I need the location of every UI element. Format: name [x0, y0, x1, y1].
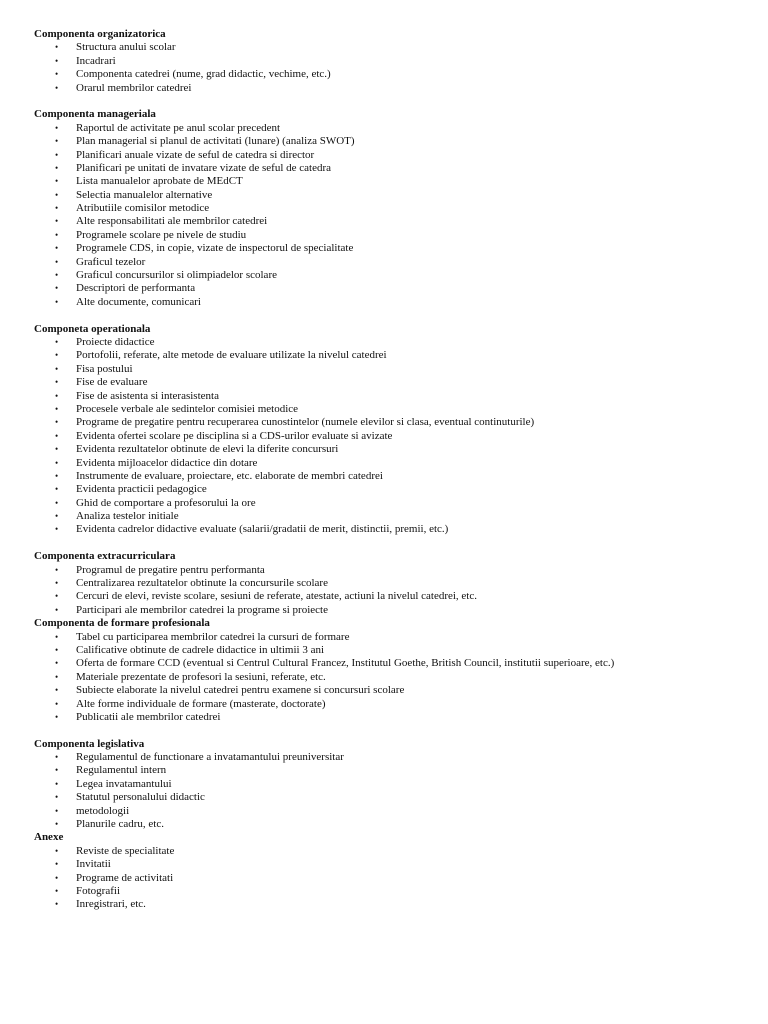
- bullet-icon: •: [55, 819, 59, 830]
- section-title: Componenta legislativa: [34, 737, 145, 750]
- section-title: Componenta organizatorica: [34, 28, 166, 40]
- list-item-text: Analiza testelor initiale: [76, 510, 179, 523]
- list-item-text: Fisa postului: [76, 362, 133, 375]
- list-item-text: Orarul membrilor catedrei: [76, 81, 192, 94]
- bullet-icon: •: [55, 886, 59, 896]
- list-item-text: Publicatii ale membrilor catedrei: [76, 710, 221, 723]
- document-body: [34, 28, 754, 912]
- list-item-text: Alte documente, comunicari: [76, 295, 201, 308]
- list-item-text: Incadrari: [76, 54, 116, 67]
- list-item-text: Fotografii: [76, 885, 120, 897]
- bullet-icon: •: [55, 470, 59, 481]
- list-item-text: Structura anului scolar: [76, 41, 176, 54]
- bullet-icon: •: [55, 872, 59, 883]
- list-item: [34, 242, 754, 255]
- bullet-icon: •: [55, 859, 59, 870]
- bullet-icon: •: [55, 792, 59, 803]
- list-item: [34, 269, 754, 282]
- bullet-icon: •: [55, 122, 59, 133]
- list-item: [34, 510, 754, 523]
- section-spacer: [34, 95, 754, 108]
- list-item: [34, 858, 754, 871]
- list-item: [34, 122, 754, 135]
- section: [34, 738, 754, 832]
- list-item: [34, 483, 754, 496]
- bullet-icon: •: [55, 256, 59, 267]
- bullet-icon: •: [55, 711, 59, 722]
- bullet-icon: •: [55, 778, 59, 789]
- list-item-text: Calificative obtinute de cadrele didactice in ultimii 3 ani: [76, 643, 325, 656]
- bullet-icon: •: [55, 444, 59, 455]
- section-spacer: [34, 724, 754, 737]
- list-item: [34, 135, 754, 148]
- list-item: [34, 149, 754, 162]
- bullet-icon: •: [55, 243, 59, 254]
- list-item: [34, 256, 754, 269]
- list-item: [34, 349, 754, 362]
- list-item-text: Graficul tezelor: [76, 255, 146, 268]
- list-item-text: Procesele verbale ale sedintelor comisiei metodice: [76, 402, 299, 415]
- list-item-text: Cercuri de elevi, reviste scolare, sesiuni de referate, atestate, actiuni la nivelul catedrei, etc.: [76, 590, 478, 603]
- list-item-text: Evidenta practicii pedagogice: [76, 483, 207, 496]
- bullet-list: [34, 845, 754, 912]
- list-item: [34, 631, 754, 644]
- bullet-icon: •: [55, 189, 59, 200]
- bullet-icon: •: [55, 497, 59, 508]
- list-item: [34, 296, 754, 309]
- bullet-icon: •: [55, 42, 59, 53]
- bullet-icon: •: [55, 82, 59, 93]
- list-item: [34, 711, 754, 724]
- list-item-text: Reviste de specialitate: [76, 844, 175, 857]
- list-item-text: Centralizarea rezultatelor obtinute la concursurile scolare: [76, 577, 328, 590]
- list-item: [34, 898, 754, 911]
- section: [34, 28, 754, 108]
- list-item: [34, 202, 754, 215]
- list-item-text: Raportul de activitate pe anul scolar precedent: [76, 121, 281, 134]
- bullet-icon: •: [55, 390, 59, 401]
- bullet-icon: •: [55, 283, 59, 294]
- bullet-icon: •: [55, 430, 59, 441]
- list-item-text: Instrumente de evaluare, proiectare, etc. elaborate de membri catedrei: [76, 469, 383, 482]
- list-item-text: Regulamentul intern: [76, 764, 167, 777]
- list-item: [34, 470, 754, 483]
- section: [34, 617, 754, 738]
- bullet-icon: •: [55, 270, 59, 281]
- list-item: [34, 590, 754, 603]
- list-item: [34, 564, 754, 577]
- bullet-icon: •: [55, 296, 59, 307]
- bullet-icon: •: [55, 644, 59, 655]
- bullet-icon: •: [55, 484, 59, 495]
- list-item: [34, 778, 754, 791]
- list-item-text: Legea invatamantului: [76, 777, 172, 790]
- list-item: [34, 282, 754, 295]
- bullet-icon: •: [55, 350, 59, 361]
- section-title: Anexe: [34, 831, 64, 844]
- list-item-text: Programe de pregatire pentru recuperarea cunostintelor (numele elevilor si clasa, eventual continuturile): [76, 416, 535, 429]
- list-item: [34, 885, 754, 898]
- list-item-text: Fise de asistenta si interasistenta: [76, 389, 219, 402]
- bullet-icon: •: [55, 336, 59, 347]
- list-item: [34, 336, 754, 349]
- bullet-icon: •: [55, 417, 59, 428]
- bullet-icon: •: [55, 457, 59, 468]
- list-item-text: Programe de activitati: [76, 871, 174, 884]
- list-item: [34, 577, 754, 590]
- list-item-text: Planificari anuale vizate de seful de catedra si director: [76, 148, 315, 161]
- list-item: [34, 229, 754, 242]
- bullet-icon: •: [55, 698, 59, 709]
- list-item-text: Inregistrari, etc.: [76, 898, 146, 911]
- section-title: Componenta de formare profesionala: [34, 617, 210, 630]
- bullet-icon: •: [55, 564, 59, 575]
- list-item: [34, 41, 754, 54]
- list-item: [34, 818, 754, 831]
- list-item-text: Componenta catedrei (nume, grad didactic, vechime, etc.): [76, 68, 331, 81]
- list-item: [34, 376, 754, 389]
- bullet-icon: •: [55, 363, 59, 374]
- bullet-icon: •: [55, 578, 59, 589]
- list-item: [34, 684, 754, 697]
- bullet-icon: •: [55, 604, 59, 615]
- list-item-text: Graficul concursurilor si olimpiadelor scolare: [76, 269, 277, 282]
- list-item: [34, 497, 754, 510]
- list-item-text: Programele CDS, in copie, vizate de inspectorul de specialitate: [76, 242, 354, 255]
- bullet-icon: •: [55, 162, 59, 173]
- list-item-text: Programele scolare pe nivele de studiu: [76, 228, 247, 241]
- list-item-text: Tabel cu participarea membrilor catedrei la cursuri de formare: [76, 630, 350, 643]
- list-item: [34, 215, 754, 228]
- section-title: Componenta extracurriculara: [34, 550, 176, 563]
- list-item-text: Alte responsabilitati ale membrilor catedrei: [76, 215, 268, 228]
- bullet-icon: •: [55, 899, 59, 910]
- list-item: [34, 189, 754, 202]
- list-item: [34, 457, 754, 470]
- list-item: [34, 671, 754, 684]
- section-spacer: [34, 309, 754, 322]
- list-item: [34, 175, 754, 188]
- list-item-text: Statutul personalului didactic: [76, 791, 205, 804]
- bullet-list: [34, 564, 754, 618]
- section-title: Componeta operationala: [34, 322, 151, 335]
- section: [34, 108, 754, 322]
- list-item: [34, 416, 754, 429]
- list-item: [34, 805, 754, 818]
- section: [34, 323, 754, 551]
- list-item-text: Programul de pregatire pentru performanta: [76, 563, 265, 576]
- list-item-text: Lista manualelor aprobate de MEdCT: [76, 175, 243, 188]
- list-item-text: Selectia manualelor alternative: [76, 188, 213, 201]
- list-item: [34, 443, 754, 456]
- list-item: [34, 523, 754, 536]
- list-item-text: Fise de evaluare: [76, 376, 148, 389]
- list-item-text: Plan managerial si planul de activitati (lunare) (analiza SWOT): [76, 135, 355, 148]
- bullet-list: [34, 751, 754, 831]
- bullet-icon: •: [55, 377, 59, 388]
- list-item-text: Planificari pe unitati de invatare vizate de seful de catedra: [76, 161, 332, 174]
- list-item-text: Evidenta rezultatelor obtinute de elevi la diferite concursuri: [76, 443, 339, 456]
- bullet-icon: •: [55, 845, 59, 856]
- bullet-list: [34, 41, 754, 95]
- list-item: [34, 430, 754, 443]
- bullet-icon: •: [55, 69, 59, 80]
- list-item-text: Invitatii: [76, 858, 111, 871]
- bullet-icon: •: [55, 765, 59, 776]
- list-item: [34, 162, 754, 175]
- bullet-icon: •: [55, 403, 59, 414]
- list-item: [34, 390, 754, 403]
- list-item: [34, 764, 754, 777]
- list-item-text: Evidenta ofertei scolare pe disciplina si a CDS-urilor evaluate si avizate: [76, 429, 393, 442]
- list-item-text: Portofolii, referate, alte metode de evaluare utilizate la nivelul catedrei: [76, 349, 387, 362]
- list-item-text: Materiale prezentate de profesori la sesiuni, referate, etc.: [76, 670, 326, 683]
- bullet-icon: •: [55, 216, 59, 227]
- list-item: [34, 872, 754, 885]
- bullet-icon: •: [55, 149, 59, 160]
- bullet-icon: •: [55, 805, 59, 816]
- list-item-text: Participari ale membrilor catedrei la programe si proiecte: [76, 603, 328, 616]
- bullet-icon: •: [55, 136, 59, 147]
- bullet-icon: •: [55, 631, 59, 642]
- list-item-text: Proiecte didactice: [76, 335, 155, 348]
- bullet-icon: •: [55, 55, 59, 66]
- list-item: [34, 68, 754, 81]
- list-item-text: Subiecte elaborate la nivelul catedrei pentru examene si concursuri scolare: [76, 684, 405, 697]
- list-item-text: Ghid de comportare a profesorului la ore: [76, 496, 256, 509]
- list-item-text: Evidenta cadrelor didactive evaluate (salarii/gradatii de merit, distinctii, premii, etc.): [76, 523, 449, 536]
- list-item-text: Evidenta mijloacelor didactice din dotare: [76, 456, 258, 469]
- section-title: Componenta manageriala: [34, 108, 156, 121]
- list-item: [34, 82, 754, 95]
- bullet-icon: •: [55, 229, 59, 240]
- list-item: [34, 604, 754, 617]
- list-item: [34, 644, 754, 657]
- bullet-icon: •: [55, 203, 59, 214]
- bullet-icon: •: [55, 524, 59, 535]
- section: [34, 831, 754, 911]
- section: [34, 550, 754, 617]
- list-item: [34, 698, 754, 711]
- list-item: [34, 751, 754, 764]
- bullet-icon: •: [55, 752, 59, 763]
- bullet-list: [34, 122, 754, 309]
- list-item-text: Regulamentul de functionare a invatamantului preuniversitar: [76, 751, 344, 764]
- list-item: [34, 791, 754, 804]
- list-item-text: Oferta de formare CCD (eventual si Centrul Cultural Francez, Institutul Goethe, British Council, institutii superioare, etc.): [76, 657, 615, 670]
- list-item-text: Descriptori de performanta: [76, 282, 196, 295]
- list-item: [34, 403, 754, 416]
- list-item: [34, 845, 754, 858]
- list-item-text: Alte forme individuale de formare (masterate, doctorate): [76, 697, 326, 710]
- list-item-text: Planurile cadru, etc.: [76, 818, 164, 831]
- list-item-text: Atributiile comisilor metodice: [76, 202, 210, 215]
- bullet-list: [34, 631, 754, 725]
- bullet-icon: •: [55, 591, 59, 602]
- bullet-list: [34, 336, 754, 537]
- section-spacer: [34, 537, 754, 550]
- bullet-icon: •: [55, 685, 59, 696]
- bullet-icon: •: [55, 511, 59, 522]
- list-item: [34, 657, 754, 670]
- bullet-icon: •: [55, 176, 59, 187]
- bullet-icon: •: [55, 671, 59, 682]
- list-item-text: metodologii: [76, 804, 130, 817]
- list-item: [34, 363, 754, 376]
- list-item: [34, 55, 754, 68]
- bullet-icon: •: [55, 658, 59, 669]
